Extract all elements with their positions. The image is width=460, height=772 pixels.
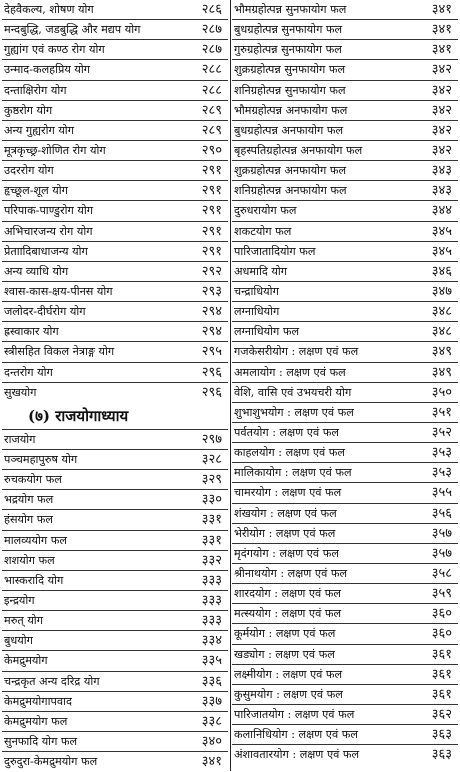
entry-title: बुधयोग: [4, 634, 33, 648]
index-entry: [232, 222, 458, 242]
entry-title: पर्वतयोग : लक्षण एवं फल: [234, 425, 339, 439]
entry-title: शुक्रग्रहोत्पन्न अनफायोग फल: [234, 164, 347, 178]
entry-title: शनिग्रहोत्पन्न सुनफायोग फल: [234, 83, 346, 97]
entry-title: उदररोग योग: [4, 164, 54, 178]
index-entry: [232, 443, 458, 463]
entry-title: वेशि, वासि एवं उभयचरी योग: [234, 385, 352, 399]
index-entry: [232, 423, 458, 443]
entry-title: अमलायोग : लक्षण एवं फल: [234, 365, 346, 379]
entry-page-number: ३५०: [431, 384, 452, 400]
entry-page-number: ३५३: [431, 445, 452, 461]
section-heading: [2, 403, 228, 429]
index-entry: [2, 490, 228, 510]
entry-title: हंसयोग फल: [4, 513, 53, 527]
entry-page-number: ३४२: [431, 122, 452, 138]
entry-page-number: ३४२: [431, 142, 452, 158]
entry-title: अभिचारजन्य रोग योग: [4, 224, 93, 238]
entry-title: परिपाक-पाण्डुरोग योग: [4, 204, 94, 218]
index-entry: [232, 363, 458, 383]
entry-page-number: २९५: [201, 344, 222, 360]
index-entry: [232, 705, 458, 725]
entry-page-number: ३३३: [201, 592, 222, 608]
entry-page-number: ३५३: [431, 465, 452, 481]
index-entry: [232, 60, 458, 80]
entry-page-number: ३३३: [201, 572, 222, 588]
left-column: [2, 0, 228, 772]
entry-page-number: ३४५: [431, 223, 452, 239]
index-entry: [232, 81, 458, 101]
entry-page-number: २९६: [201, 384, 222, 400]
index-entry: [2, 752, 228, 772]
index-entry: [232, 645, 458, 665]
entry-page-number: ३६३: [431, 727, 452, 743]
entry-page-number: ३५८: [431, 565, 452, 581]
entry-title: केमद्रुमयोगापवाद: [4, 694, 72, 708]
entry-page-number: २८८: [201, 82, 222, 98]
entry-page-number: ३६३: [431, 747, 452, 763]
entry-title: स्त्रीसहित विकल नेत्राङ्ग योग: [4, 345, 115, 359]
index-entry: [2, 201, 228, 221]
entry-page-number: २८९: [201, 102, 222, 118]
index-entry: [232, 282, 458, 302]
entry-title: मृदंगयोग : लक्षण एवं फल: [234, 546, 339, 560]
entry-page-number: ३३७: [201, 693, 222, 709]
index-entry: [2, 732, 228, 752]
entry-title: पारिजातादियोग फल: [234, 244, 316, 258]
entry-title: श्रीनाथयोग : लक्षण एवं फल: [234, 566, 348, 580]
entry-page-number: २९६: [201, 364, 222, 380]
entry-page-number: ३३२: [201, 552, 222, 568]
index-entry: [232, 101, 458, 121]
entry-title: मालिकायोग : लक्षण एवं फल: [234, 466, 352, 480]
entry-title: बुधग्रहोत्पन्न सुनफायोग फल: [234, 23, 343, 37]
index-entry: [2, 363, 228, 383]
entry-page-number: २९३: [201, 283, 222, 299]
entry-title: रुचकयोग फल: [4, 473, 62, 487]
entry-page-number: ३६१: [431, 646, 452, 662]
entry-page-number: ३३०: [201, 492, 222, 508]
entry-title: केमद्रुमयोग फल: [4, 714, 68, 728]
entry-title: इन्द्रयोग: [4, 593, 35, 607]
index-entry: [232, 745, 458, 765]
index-entry: [2, 571, 228, 591]
index-entry: [232, 161, 458, 181]
index-entry: [2, 101, 228, 121]
entry-title: कुष्ठरोग योग: [4, 103, 53, 117]
index-entry: [232, 564, 458, 584]
entry-title: भद्रयोग फल: [4, 493, 54, 507]
index-entry: [2, 181, 228, 201]
index-entry: [232, 322, 458, 342]
index-entry: [232, 242, 458, 262]
entry-title: भौमग्रहोत्पन्न सुनफायोग फल: [234, 3, 347, 16]
entry-title: भास्करादि योग: [4, 573, 64, 587]
entry-title: शकटयोग फल: [234, 224, 292, 238]
index-entry: [232, 584, 458, 604]
index-entry: [2, 611, 228, 631]
right-column: [232, 0, 458, 765]
index-entry: [232, 40, 458, 60]
entry-title: जलोदर-दीर्घरोग योग: [4, 305, 86, 319]
entry-title: भौमग्रहोत्पन्न अनफायोग फल: [234, 103, 348, 117]
index-entry: [232, 504, 458, 524]
index-entry: [2, 712, 228, 732]
entry-title: शुक्रग्रहोत्पन्न सुनफायोग फल: [234, 63, 346, 77]
entry-title: कूर्मयोग : लक्षण एवं फल: [234, 627, 336, 641]
entry-page-number: ३३१: [201, 512, 222, 528]
index-entry: [232, 302, 458, 322]
entry-title: केमद्रुमयोग: [4, 654, 48, 668]
entry-title: लग्नाधियोग: [234, 305, 280, 319]
entry-page-number: २८९: [201, 122, 222, 138]
entry-page-number: २९१: [201, 183, 222, 199]
entry-page-number: ३३३: [201, 613, 222, 629]
entry-page-number: ३३५: [201, 653, 222, 669]
entry-page-number: ३४४: [431, 203, 452, 219]
index-entry: [2, 0, 228, 20]
entry-title: चामरयोग : लक्षण एवं फल: [234, 486, 342, 500]
entry-page-number: ३४९: [431, 364, 452, 380]
index-entry: [2, 322, 228, 342]
index-entry: [2, 551, 228, 571]
entry-title: दुरुधरायोग फल: [234, 204, 297, 218]
entry-page-number: २८७: [201, 42, 222, 58]
entry-title: शुभाशुभयोग : लक्षण एवं फल: [234, 405, 354, 419]
index-entry: [2, 262, 228, 282]
entry-page-number: २८७: [201, 22, 222, 38]
index-entry: [232, 342, 458, 362]
index-entry: [2, 342, 228, 362]
entry-title: श्वास-कास-क्षय-पीनस योग: [4, 284, 113, 298]
entry-page-number: ३४१: [431, 22, 452, 38]
entry-title: मरुत् योग: [4, 614, 43, 628]
entry-title: गुरुग्रहोत्पन्न सुनफायोग फल: [234, 43, 342, 57]
entry-page-number: ३४७: [431, 283, 452, 299]
index-entry: [232, 463, 458, 483]
entry-title: बुधग्रहोत्पन्न अनफायोग फल: [234, 123, 344, 137]
index-entry: [2, 692, 228, 712]
entry-page-number: ३५१: [431, 404, 452, 420]
index-entry: [2, 510, 228, 530]
index-entry: [232, 181, 458, 201]
index-entry: [232, 604, 458, 624]
index-entry: [2, 20, 228, 40]
entry-title: सुखयोग: [4, 385, 37, 399]
index-entry: [2, 40, 228, 60]
index-entry: [2, 450, 228, 470]
entry-title: लक्ष्मीयोग : लक्षण एवं फल: [234, 667, 343, 681]
entry-page-number: २९४: [201, 304, 222, 320]
entry-page-number: २९१: [201, 243, 222, 259]
entry-page-number: ३५७: [431, 525, 452, 541]
entry-title: चन्द्रकृत अन्य दरिद्र योग: [4, 674, 100, 688]
index-entry: [232, 483, 458, 503]
index-entry: [232, 685, 458, 705]
entry-page-number: ३४१: [431, 42, 452, 58]
index-entry: [2, 631, 228, 651]
entry-title: लग्नाधियोग फल: [234, 325, 300, 339]
entry-page-number: ३४६: [431, 263, 452, 279]
entry-title: अंशावतारयोग : लक्षण एवं फल: [234, 748, 360, 762]
entry-title: चन्द्राधियोग: [234, 284, 279, 298]
entry-page-number: ३४९: [431, 344, 452, 360]
index-entry: [232, 262, 458, 282]
entry-page-number: ३५५: [431, 485, 452, 501]
index-entry: [2, 531, 228, 551]
index-entry: [232, 544, 458, 564]
index-entry: [2, 651, 228, 671]
entry-page-number: ३२८: [201, 451, 222, 467]
entry-title: दुरुदुरा-केमद्रुमयोग फल: [4, 755, 98, 769]
entry-title: भेरीयोग : लक्षण एवं फल: [234, 526, 336, 540]
index-entry: [2, 141, 228, 161]
entry-title: सुनफादि योग फल: [4, 734, 78, 748]
entry-page-number: ३५६: [431, 505, 452, 521]
entry-page-number: ३४१: [431, 2, 452, 17]
entry-title: मत्स्ययोग : लक्षण एवं फल: [234, 607, 342, 621]
entry-page-number: ३३६: [201, 673, 222, 689]
entry-title: अधमादि योग: [234, 264, 288, 278]
entry-page-number: ३४२: [431, 102, 452, 118]
entry-page-number: ३४३: [431, 183, 452, 199]
entry-title: हृच्छूल-शूल योग: [4, 184, 68, 198]
entry-page-number: ३४२: [431, 82, 452, 98]
entry-title: अन्य गुह्यरोग योग: [4, 123, 75, 137]
index-entry: [2, 282, 228, 302]
entry-page-number: २९२: [201, 263, 222, 279]
index-entry: [2, 60, 228, 80]
entry-title: पारिजातयोग : लक्षण एवं फल: [234, 707, 355, 721]
entry-title: मन्दबुद्धि, जडबुद्धि और मद्यप योग: [4, 23, 141, 37]
entry-page-number: ३४३: [431, 163, 452, 179]
column-divider: [230, 0, 231, 771]
index-entry: [232, 524, 458, 544]
entry-title: कुसुमयोग : लक्षण एवं फल: [234, 687, 343, 701]
entry-page-number: ३४८: [431, 304, 452, 320]
entry-page-number: २९४: [201, 324, 222, 340]
section-heading-text: (७) राजयोगाध्याय: [28, 406, 129, 425]
entry-title: काहलयोग : लक्षण एवं फल: [234, 446, 346, 460]
entry-title: कलानिधियोग : लक्षण एवं फल: [234, 728, 358, 742]
entry-title: राजयोग: [4, 432, 36, 446]
index-entry: [2, 161, 228, 181]
entry-page-number: २८८: [201, 62, 222, 78]
entry-title: शशयोग फल: [4, 553, 55, 567]
entry-title: मूत्रकृच्छ्र-शोणित रोग योग: [4, 143, 106, 157]
entry-page-number: २९१: [201, 223, 222, 239]
entry-page-number: २९१: [201, 163, 222, 179]
entry-title: देहवैकल्य, शोषण योग: [4, 3, 94, 16]
entry-page-number: २९७: [201, 431, 222, 447]
index-entry: [232, 665, 458, 685]
index-entry: [2, 222, 228, 242]
index-entry: [2, 302, 228, 322]
entry-title: ह्रस्वाकार योग: [4, 325, 59, 339]
entry-page-number: ३४०: [201, 733, 222, 749]
entry-page-number: ३२९: [201, 472, 222, 488]
entry-title: गजकेसरीयोग : लक्षण एवं फल: [234, 345, 359, 359]
index-entry: [232, 121, 458, 141]
entry-page-number: ३४२: [431, 62, 452, 78]
index-entry: [232, 624, 458, 644]
entry-page-number: ३४१: [201, 754, 222, 770]
entry-title: शंखयोग : लक्षण एवं फल: [234, 506, 337, 520]
entry-page-number: ३६१: [431, 686, 452, 702]
index-entry: [2, 81, 228, 101]
entry-page-number: ३६२: [431, 706, 452, 722]
entry-page-number: ३३८: [201, 713, 222, 729]
index-entry: [2, 430, 228, 450]
entry-page-number: ३३४: [201, 633, 222, 649]
entry-page-number: २८६: [201, 2, 222, 17]
index-entry: [2, 121, 228, 141]
entry-title: शारदयोग : लक्षण एवं फल: [234, 587, 342, 601]
entry-page-number: ३६१: [431, 666, 452, 682]
index-entry: [232, 141, 458, 161]
index-entry: [232, 383, 458, 403]
entry-title: बृहस्पतिग्रहोत्पन्न अनफायोग फल: [234, 143, 363, 157]
entry-title: प्रेताादिबाधाजन्य योग: [4, 244, 88, 258]
entry-title: दन्तरोग योग: [4, 365, 53, 379]
entry-page-number: ३४८: [431, 324, 452, 340]
entry-title: पञ्चमहापुरुष योग: [4, 452, 78, 466]
entry-title: शनिग्रहोत्पन्न अनफायोग फल: [234, 184, 347, 198]
index-entry: [232, 0, 458, 20]
entry-title: मालव्ययोग फल: [4, 533, 67, 547]
index-entry: [232, 201, 458, 221]
entry-page-number: ३४५: [431, 243, 452, 259]
index-entry: [2, 591, 228, 611]
index-entry: [232, 20, 458, 40]
entry-page-number: २९१: [201, 203, 222, 219]
index-entry: [2, 672, 228, 692]
entry-page-number: ३५२: [431, 424, 452, 440]
entry-page-number: २९०: [201, 142, 222, 158]
entry-title: खड्योग : लक्षण एवं फल: [234, 647, 335, 661]
index-entry: [232, 725, 458, 745]
index-entry: [232, 403, 458, 423]
entry-page-number: ३५७: [431, 545, 452, 561]
entry-page-number: ३६०: [431, 606, 452, 622]
index-entry: [2, 470, 228, 490]
entry-title: दन्ताक्षिरोग योग: [4, 83, 67, 97]
entry-title: गुह्यांग एवं कण्ठ रोग योग: [4, 43, 105, 57]
entry-title: अन्य व्याधि योग: [4, 264, 69, 278]
entry-page-number: ३६०: [431, 626, 452, 642]
entry-title: उन्माद-कलहप्रिय योग: [4, 63, 91, 77]
index-entry: [2, 383, 228, 403]
index-entry: [2, 242, 228, 262]
entry-page-number: ३३१: [201, 532, 222, 548]
entry-page-number: ३५९: [431, 586, 452, 602]
